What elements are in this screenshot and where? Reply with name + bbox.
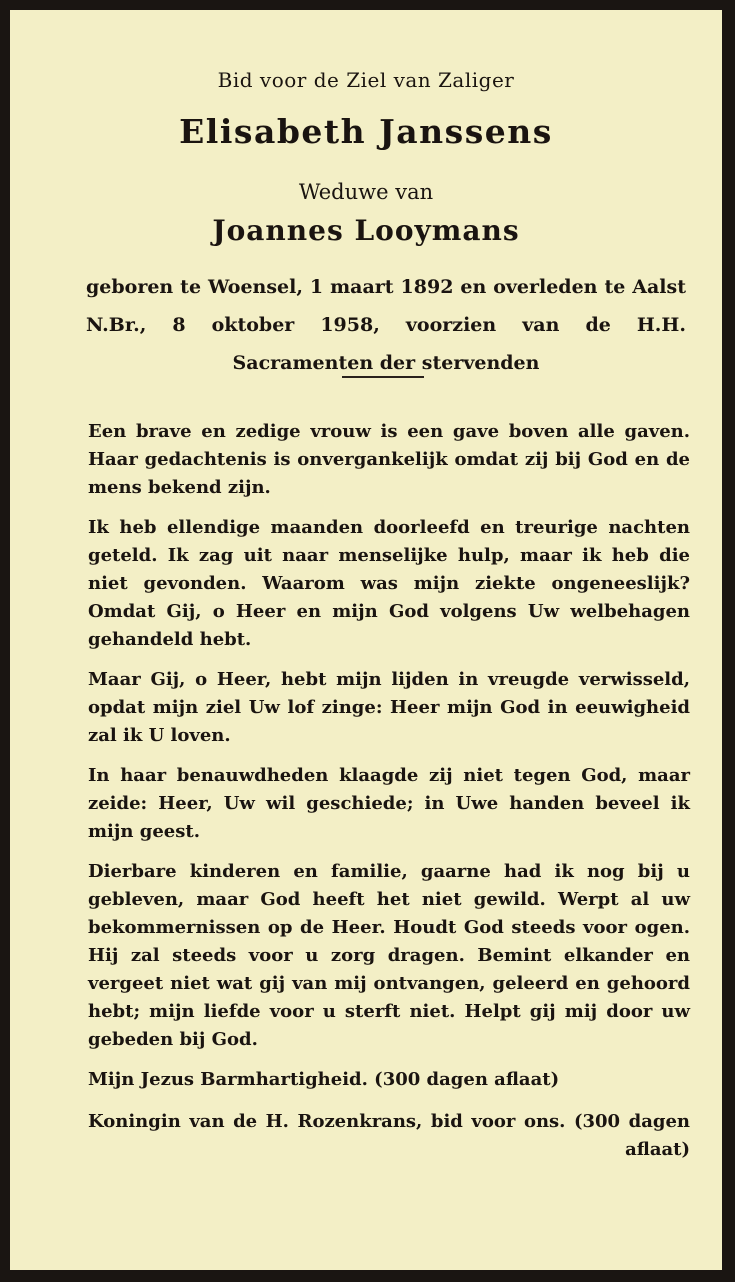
paragraph: Ik heb ellendige maanden doorleefd en treurige nachten geteld. Ik zag uit naar menselijke hulp, maar ik heb die niet gevonden. Waarom was mijn ziekte ongeneeslijk? Omdat Gij, o Heer en mijn God volgens Uw welbehagen gehandeld hebt. [88,517,690,650]
divider [342,376,424,378]
memorial-card [10,10,722,1270]
paragraph: Dierbare kinderen en familie, gaarne had ik nog bij u gebleven, maar God heeft het niet gewild. Werpt al uw bekommernissen op de Heer. Houdt God steeds voor ogen. Hij zal steeds voor u zorg dragen. Bemint elkander en vergeet niet wat gij van mij ontvangen, geleerd en gehoord hebt; mijn liefde voor u sterft niet. Helpt gij mij door uw gebeden bij God. [88,861,690,1050]
widow-of-line: Weduwe van [298,180,434,204]
prayer-line-2: Koningin van de H. Rozenkrans, bid voor ons. (300 dagen aflaat) [88,1111,690,1160]
birth-death-text: geboren te Woensel, 1 maart 1892 en overleden te Aalst N.Br., 8 oktober 1958, voorzien van de H.H. Sacramenten der stervenden [86,276,686,374]
card-body [88,418,690,1176]
paragraph: Maar Gij, o Heer, hebt mijn lijden in vreugde verwisseld, opdat mijn ziel Uw lof zinge: Heer mijn God in eeuwigheid zal ik U loven. [88,669,690,746]
intro-line: Bid voor de Ziel van Zaliger [217,68,515,92]
spouse-name: Joannes Looymans [212,214,520,247]
paragraph: In haar benauwdheden klaagde zij niet tegen God, maar zeide: Heer, Uw wil geschiede; in Uwe handen beveel ik mijn geest. [88,765,690,842]
deceased-name: Elisabeth Janssens [179,112,553,151]
paragraph: Een brave en zedige vrouw is een gave boven alle gaven. Haar gedachtenis is onvergankelijk omdat zij bij God en de mens bekend zijn. [88,421,690,498]
prayer-line-1: Mijn Jezus Barmhartigheid. (300 dagen aflaat) [88,1069,560,1090]
